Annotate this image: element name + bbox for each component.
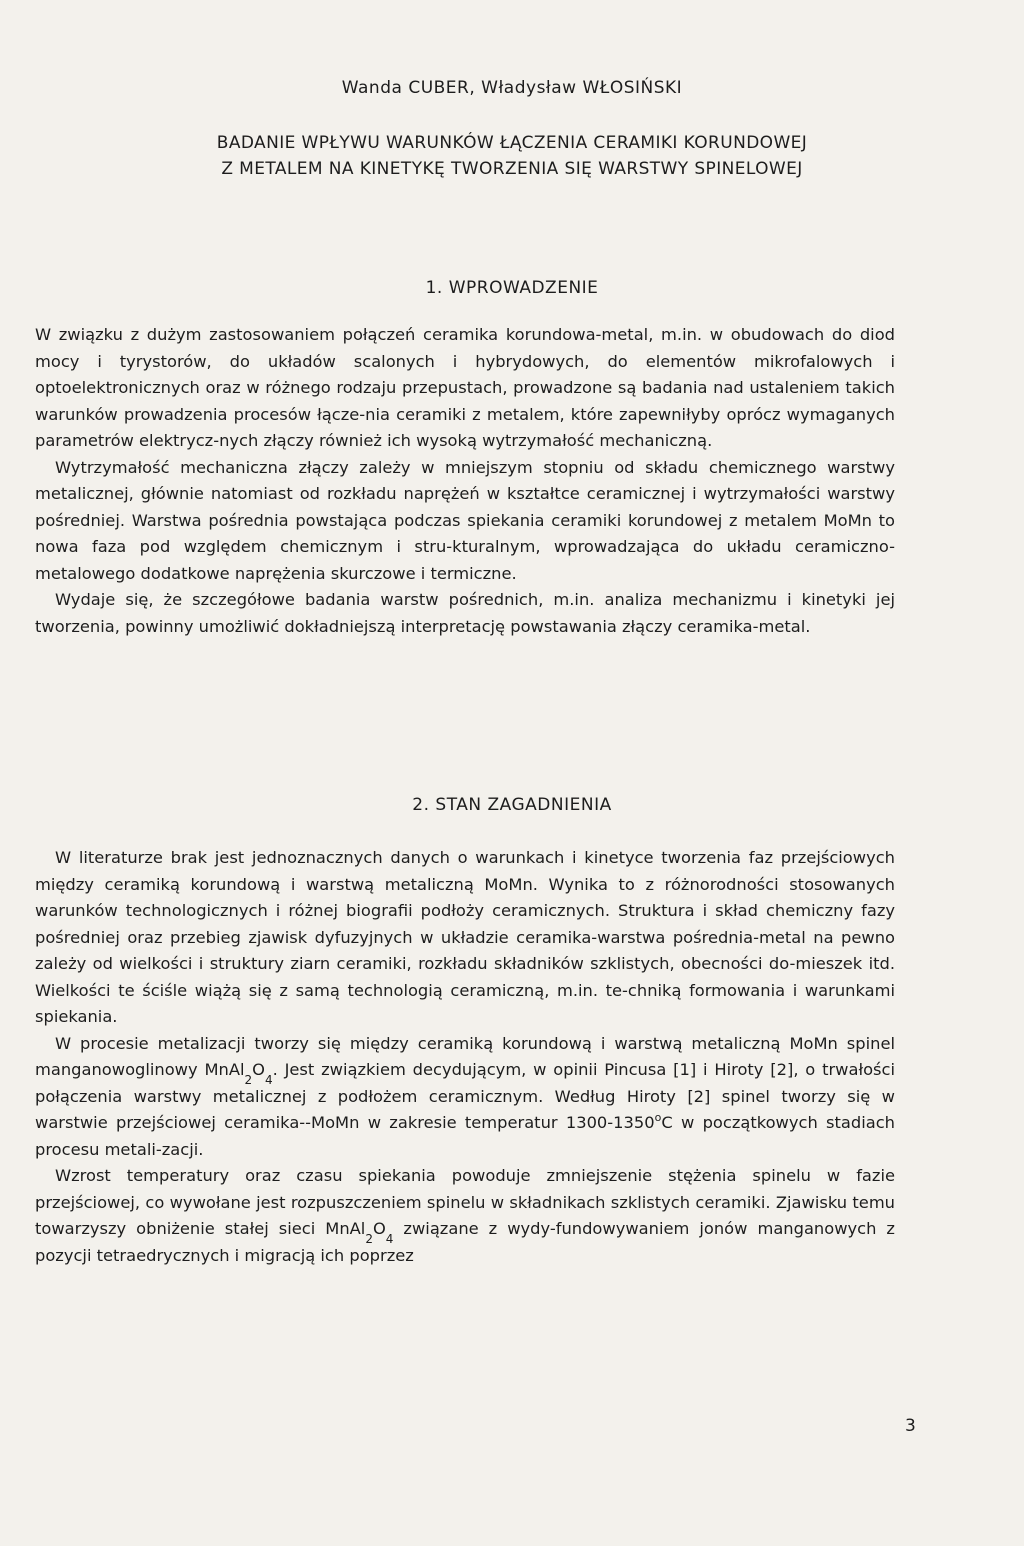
superscript: o <box>654 1111 662 1124</box>
section-introduction-body <box>35 322 895 640</box>
text-run: W procesie metalizacji tworzy się między ceramiką korundową i warstwą metaliczną MoMn spinel manganowoglinowy MnAl <box>35 1033 895 1079</box>
title-line-1: BADANIE WPŁYWU WARUNKÓW ŁĄCZENIA CERAMIKI KORUNDOWEJ <box>216 133 808 153</box>
authors: Wanda CUBER, Władysław WŁOSIŃSKI <box>341 78 683 98</box>
paragraph: Wydaje się, że szczegółowe badania warstw pośrednich, m.in. analiza mechanizmu i kinetyki jej tworzenia, powinny umożliwić dokładniejszą interpretację powstawania złączy ceramika-metal. <box>35 590 895 636</box>
subscript: 2 <box>365 1232 373 1246</box>
section-heading-introduction: 1. WPROWADZENIE <box>425 278 599 298</box>
paragraph <box>35 1163 895 1269</box>
text-run: związane z wydy-fundowywaniem jonów manganowych z pozycji tetraedrycznych i migracją ich poprzez <box>35 1219 895 1265</box>
subscript: 4 <box>385 1232 394 1246</box>
subscript: 4 <box>264 1073 273 1087</box>
section-heading-state-of-problem: 2. STAN ZAGADNIENIA <box>412 795 612 815</box>
text-run: O <box>372 1219 386 1238</box>
text-run: Wzrost temperatury oraz czasu spiekania powoduje zmniejszenie stężenia spinelu w fazie przejściowej, co wywołane jest rozpuszczeniem spinelu w składnikach szklistych ceramiki. Zjawisku temu towarzyszy obniżenie stałej sieci MnAl <box>35 1166 895 1238</box>
paragraph: W literaturze brak jest jednoznacznych danych o warunkach i kinetyce tworzenia faz przejściowych między ceramiką korundową i warstwą metaliczną MoMn. Wynika to z różnorodności stosowanych warunków technologicznych i różnej biografii podłoży ceramicznych. Struktura i skład chemiczny fazy pośredniej oraz przebieg zjawisk dyfuzyjnych w układzie ceramika-warstwa pośrednia-metal na pewno zależy od wielkości i struktury ziarn ceramiki, rozkładu składników szklistych, obecności do-mieszek itd. Wielkości te ściśle wiążą się z samą technologią ceramiczną, m.in. te-chniką formowania i warunkami spiekania. <box>35 848 895 1026</box>
text-run: . Jest związkiem decydującym, w opinii Pincusa [1] i Hiroty [2], o trwałości połączenia warstwy metalicznej z podłożem ceramicznym. Według Hiroty [2] spinel tworzy się w warstwie przejściowej ceramika--MoMn w zakresie temperatur 1300-1350 <box>35 1060 895 1132</box>
section-state-body <box>35 845 895 1269</box>
paragraph: Wytrzymałość mechaniczna złączy zależy w mniejszym stopniu od składu chemicznego warstwy metalicznej, głównie natomiast od rozkładu naprężeń w kształtce ceramicznej i wytrzymałości warstwy pośredniej. Warstwa pośrednia powstająca podczas spiekania ceramiki korundowej z metalem MoMn to nowa faza pod względem chemicznym i stru-kturalnym, wprowadzająca do układu ceramiczno-metalowego dodatkowe naprężenia skurczowe i termiczne. <box>35 457 895 583</box>
paper-title <box>0 130 1024 182</box>
title-line-2: Z METALEM NA KINETYKĘ TWORZENIA SIĘ WARSTWY SPINELOWEJ <box>221 159 803 179</box>
paragraph: W związku z dużym zastosowaniem połączeń ceramika korundowa-metal, m.in. w obudowach do diod mocy i tyrystorów, do układów scalonych i hybrydowych, do elementów mikrofalowych i optoelektronicznych oraz w różnego rodzaju przepustach, prowadzone są badania nad ustaleniem takich warunków prowadzenia procesów łącze-nia ceramiki z metalem, które zapewniłyby oprócz wymaganych parametrów elektrycz-nych złączy również ich wysoką wytrzymałość mechaniczną. <box>35 325 895 450</box>
text-run: C w początkowych stadiach procesu metali-zacji. <box>35 1113 895 1159</box>
subscript: 2 <box>244 1073 253 1087</box>
text-run: O <box>252 1060 265 1079</box>
paragraph <box>35 1031 895 1164</box>
page-number: 3 <box>905 1416 916 1436</box>
